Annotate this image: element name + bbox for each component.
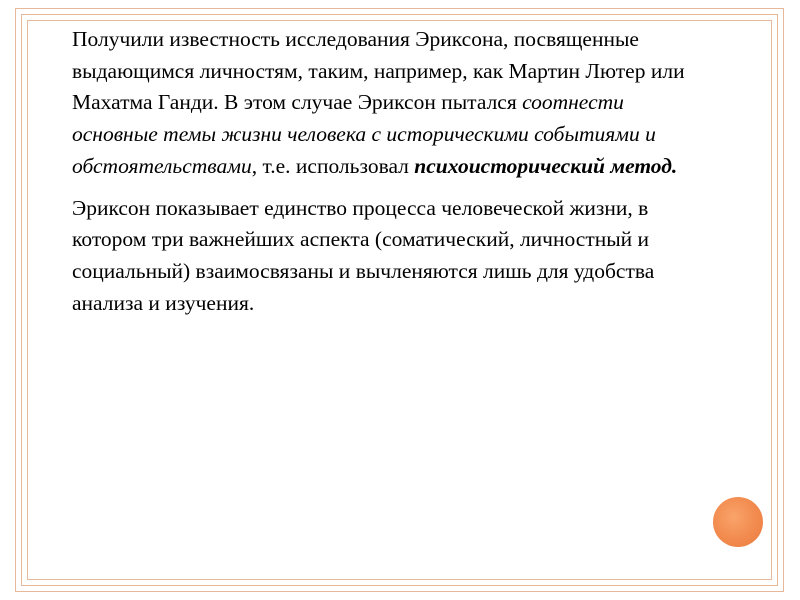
bullet-1-text: Получили известность исследования Эриксона, посвященные выдающимся личностям, таким, например, как Мартин Лютер или Махатма Ганди. В этом случае Эриксон пытался [72,27,685,115]
bullet-1-italic-text: соотнести основные темы жизни человека с историческими событиями и обстоятельствами [72,90,656,178]
bullet-paragraph-2 [46,193,696,320]
bullet-2-text: Эриксон показывает единство процесса человеческой жизни, в котором три важнейших аспекта (соматический, личностный и социальный) взаимосвязаны и вычленяются лишь для удобства анализа и изучения. [72,195,655,315]
slide-body [46,24,696,329]
bullet-paragraph-1 [46,24,696,183]
decorative-orange-circle-icon [713,497,763,547]
bullet-1-bold-term: психоисторический метод. [414,153,678,178]
bullet-1-text-continued: , т.е. использовал [251,153,415,178]
